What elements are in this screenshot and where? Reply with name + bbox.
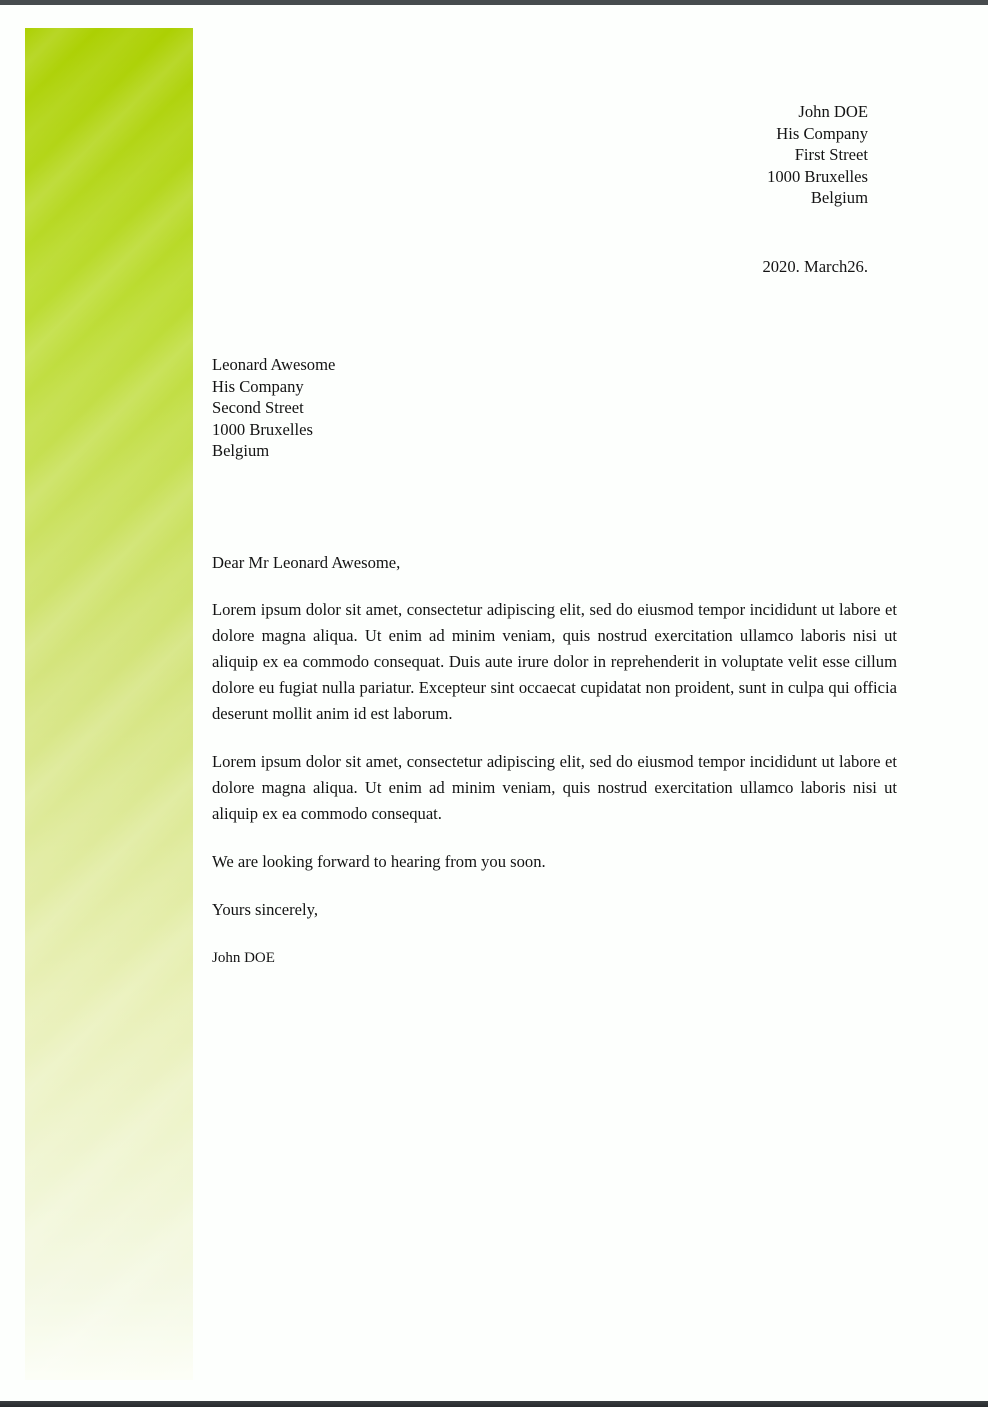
page-bottom-border: [0, 1401, 988, 1407]
sender-street: First Street: [794, 145, 868, 164]
sender-name: John DOE: [798, 102, 868, 121]
recipient-company: His Company: [212, 376, 304, 396]
signature-name: John DOE: [212, 950, 275, 966]
recipient-address-block: [212, 354, 335, 462]
page-top-border: [0, 0, 988, 5]
green-gradient-sidebar: [25, 28, 193, 1380]
recipient-city: 1000 Bruxelles: [212, 419, 313, 439]
salutation: Dear Mr Leonard Awesome,: [212, 553, 401, 572]
recipient-name: Leonard Awesome: [212, 355, 336, 374]
letter-date: 2020. March26.: [762, 257, 868, 276]
sender-country: Belgium: [810, 188, 868, 207]
recipient-street: Second Street: [212, 398, 304, 417]
valediction: Yours sincerely,: [212, 900, 319, 919]
body-paragraph-1: Lorem ipsum dolor sit amet, consectetur adipiscing elit, sed do eiusmod tempor incididunt ut labore et dolore magna aliqua. Ut enim ad minim veniam, quis nostrud exercitation ullamco laboris nisi ut aliquip ex ea commodo consequat. Duis aute irure dolor in reprehenderit in voluptate velit esse cillum dolore eu fugiat nulla pariatur. Excepteur sint occaecat cupidatat non proident, sunt in culpa qui officia deserunt mollit anim id est laborum.: [212, 600, 897, 723]
letter-body: [212, 550, 897, 971]
closing-line: We are looking forward to hearing from you soon.: [212, 852, 546, 871]
sender-city: 1000 Bruxelles: [767, 166, 868, 186]
sender-address-block: [767, 101, 868, 209]
sender-company: His Company: [776, 123, 868, 143]
body-paragraph-2: Lorem ipsum dolor sit amet, consectetur adipiscing elit, sed do eiusmod tempor incididunt ut labore et dolore magna aliqua. Ut enim ad minim veniam, quis nostrud exercitation ullamco laboris nisi ut aliquip ex ea commodo consequat.: [212, 752, 897, 823]
recipient-country: Belgium: [212, 441, 270, 460]
